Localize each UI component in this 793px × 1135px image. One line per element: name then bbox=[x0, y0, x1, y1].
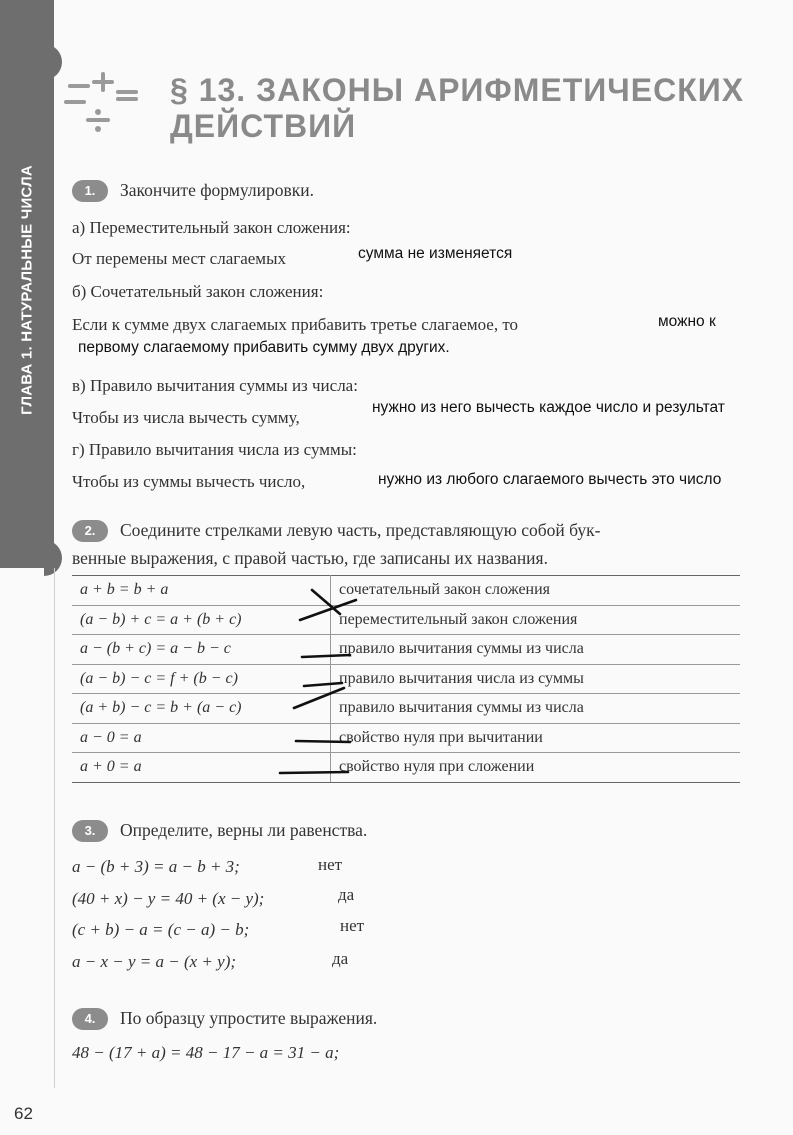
left-expression: a + b = b + a bbox=[72, 576, 331, 606]
page-number: 62 bbox=[14, 1104, 33, 1123]
left-expression: a − (b + c) = a − b − c bbox=[72, 635, 331, 665]
task4-badge: 4. bbox=[72, 1008, 108, 1030]
task1-a-answer: сумма не изменяется bbox=[358, 245, 513, 262]
task3-expr-2: (40 + x) − y = 40 + (x − y); bbox=[72, 889, 265, 908]
task2-prompt-line-1: Соедините стрелками левую часть, представляющую собой бук- bbox=[120, 520, 601, 540]
task2-badge: 2. bbox=[72, 520, 108, 542]
margin-line bbox=[54, 568, 55, 1088]
table-row bbox=[72, 723, 740, 753]
task1-b-answer-1: можно к bbox=[658, 313, 716, 330]
task1-d-answer: нужно из любого слагаемого вычесть это число bbox=[378, 471, 722, 488]
chapter-label: ГЛАВА 1. НАТУРАЛЬНЫЕ ЧИСЛА bbox=[18, 165, 36, 415]
right-name: правило вычитания суммы из числа bbox=[331, 694, 741, 724]
task3-answer-2: да bbox=[338, 885, 355, 904]
task3-answer-3: нет bbox=[340, 916, 365, 935]
table-row bbox=[72, 635, 740, 665]
right-name: сочетательный закон сложения bbox=[331, 576, 741, 606]
arithmetic-signs-icon bbox=[62, 72, 154, 142]
table-row bbox=[72, 753, 740, 783]
title-line-1: § 13. ЗАКОНЫ АРИФМЕТИЧЕСКИХ bbox=[170, 72, 745, 108]
title-line-2: ДЕЙСТВИЙ bbox=[170, 108, 357, 144]
task1-b-text: Если к сумме двух слагаемых прибавить третье слагаемое, то bbox=[72, 315, 519, 334]
task1-d-text: Чтобы из суммы вычесть число, bbox=[72, 472, 306, 491]
task1-d-label: г) Правило вычитания числа из суммы: bbox=[72, 440, 357, 459]
task2-prompt-line-2: венные выражения, с правой частью, где записаны их названия. bbox=[72, 548, 548, 568]
task3-answer-1: нет bbox=[318, 855, 343, 874]
left-expression: (a − b) − c = f + (b − c) bbox=[72, 664, 331, 694]
task3-prompt: Определите, верны ли равенства. bbox=[120, 820, 368, 840]
right-name: переместительный закон сложения bbox=[331, 605, 741, 635]
task3-expr-1: a − (b + 3) = a − b + 3; bbox=[72, 857, 240, 876]
task1-c-text: Чтобы из числа вычесть сумму, bbox=[72, 408, 300, 427]
task1-c-answer: нужно из него вычесть каждое число и результат bbox=[372, 399, 725, 416]
table-row bbox=[72, 694, 740, 724]
table-row bbox=[72, 576, 740, 606]
task1-badge: 1. bbox=[72, 180, 108, 202]
table-row bbox=[72, 664, 740, 694]
right-name: правило вычитания суммы из числа bbox=[331, 635, 741, 665]
task3-expr-3: (c + b) − a = (c − a) − b; bbox=[72, 920, 250, 939]
task3-expr-4: a − x − y = a − (x + y); bbox=[72, 952, 237, 971]
page-title bbox=[170, 72, 770, 144]
left-expression: a − 0 = a bbox=[72, 723, 331, 753]
tab-notch-top bbox=[44, 44, 62, 80]
task1-c-label: в) Правило вычитания суммы из числа: bbox=[72, 376, 358, 395]
task4-prompt: По образцу упростите выражения. bbox=[120, 1008, 378, 1028]
task3-badge: 3. bbox=[72, 820, 108, 842]
left-expression: (a + b) − c = b + (a − c) bbox=[72, 694, 331, 724]
table-row bbox=[72, 605, 740, 635]
task1-prompt: Закончите формулировки. bbox=[120, 180, 314, 200]
task1-b-answer-2: первому слагаемому прибавить сумму двух других. bbox=[78, 339, 450, 356]
right-name: свойство нуля при вычитании bbox=[331, 723, 741, 753]
right-name: правило вычитания числа из суммы bbox=[331, 664, 741, 694]
task4-example: 48 − (17 + a) = 48 − 17 − a = 31 − a; bbox=[72, 1043, 340, 1062]
right-name: свойство нуля при сложении bbox=[331, 753, 741, 783]
left-expression: a + 0 = a bbox=[72, 753, 331, 783]
task3-answer-4: да bbox=[332, 949, 349, 968]
tab-notch-bottom bbox=[44, 540, 62, 576]
left-expression: (a − b) + c = a + (b + c) bbox=[72, 605, 331, 635]
matching-table bbox=[72, 575, 740, 783]
chapter-side-tab bbox=[0, 0, 54, 568]
task1-a-text: От перемены мест слагаемых bbox=[72, 249, 286, 268]
task1-b-label: б) Сочетательный закон сложения: bbox=[72, 282, 324, 301]
task1-a-label: а) Переместительный закон сложения: bbox=[72, 218, 351, 237]
